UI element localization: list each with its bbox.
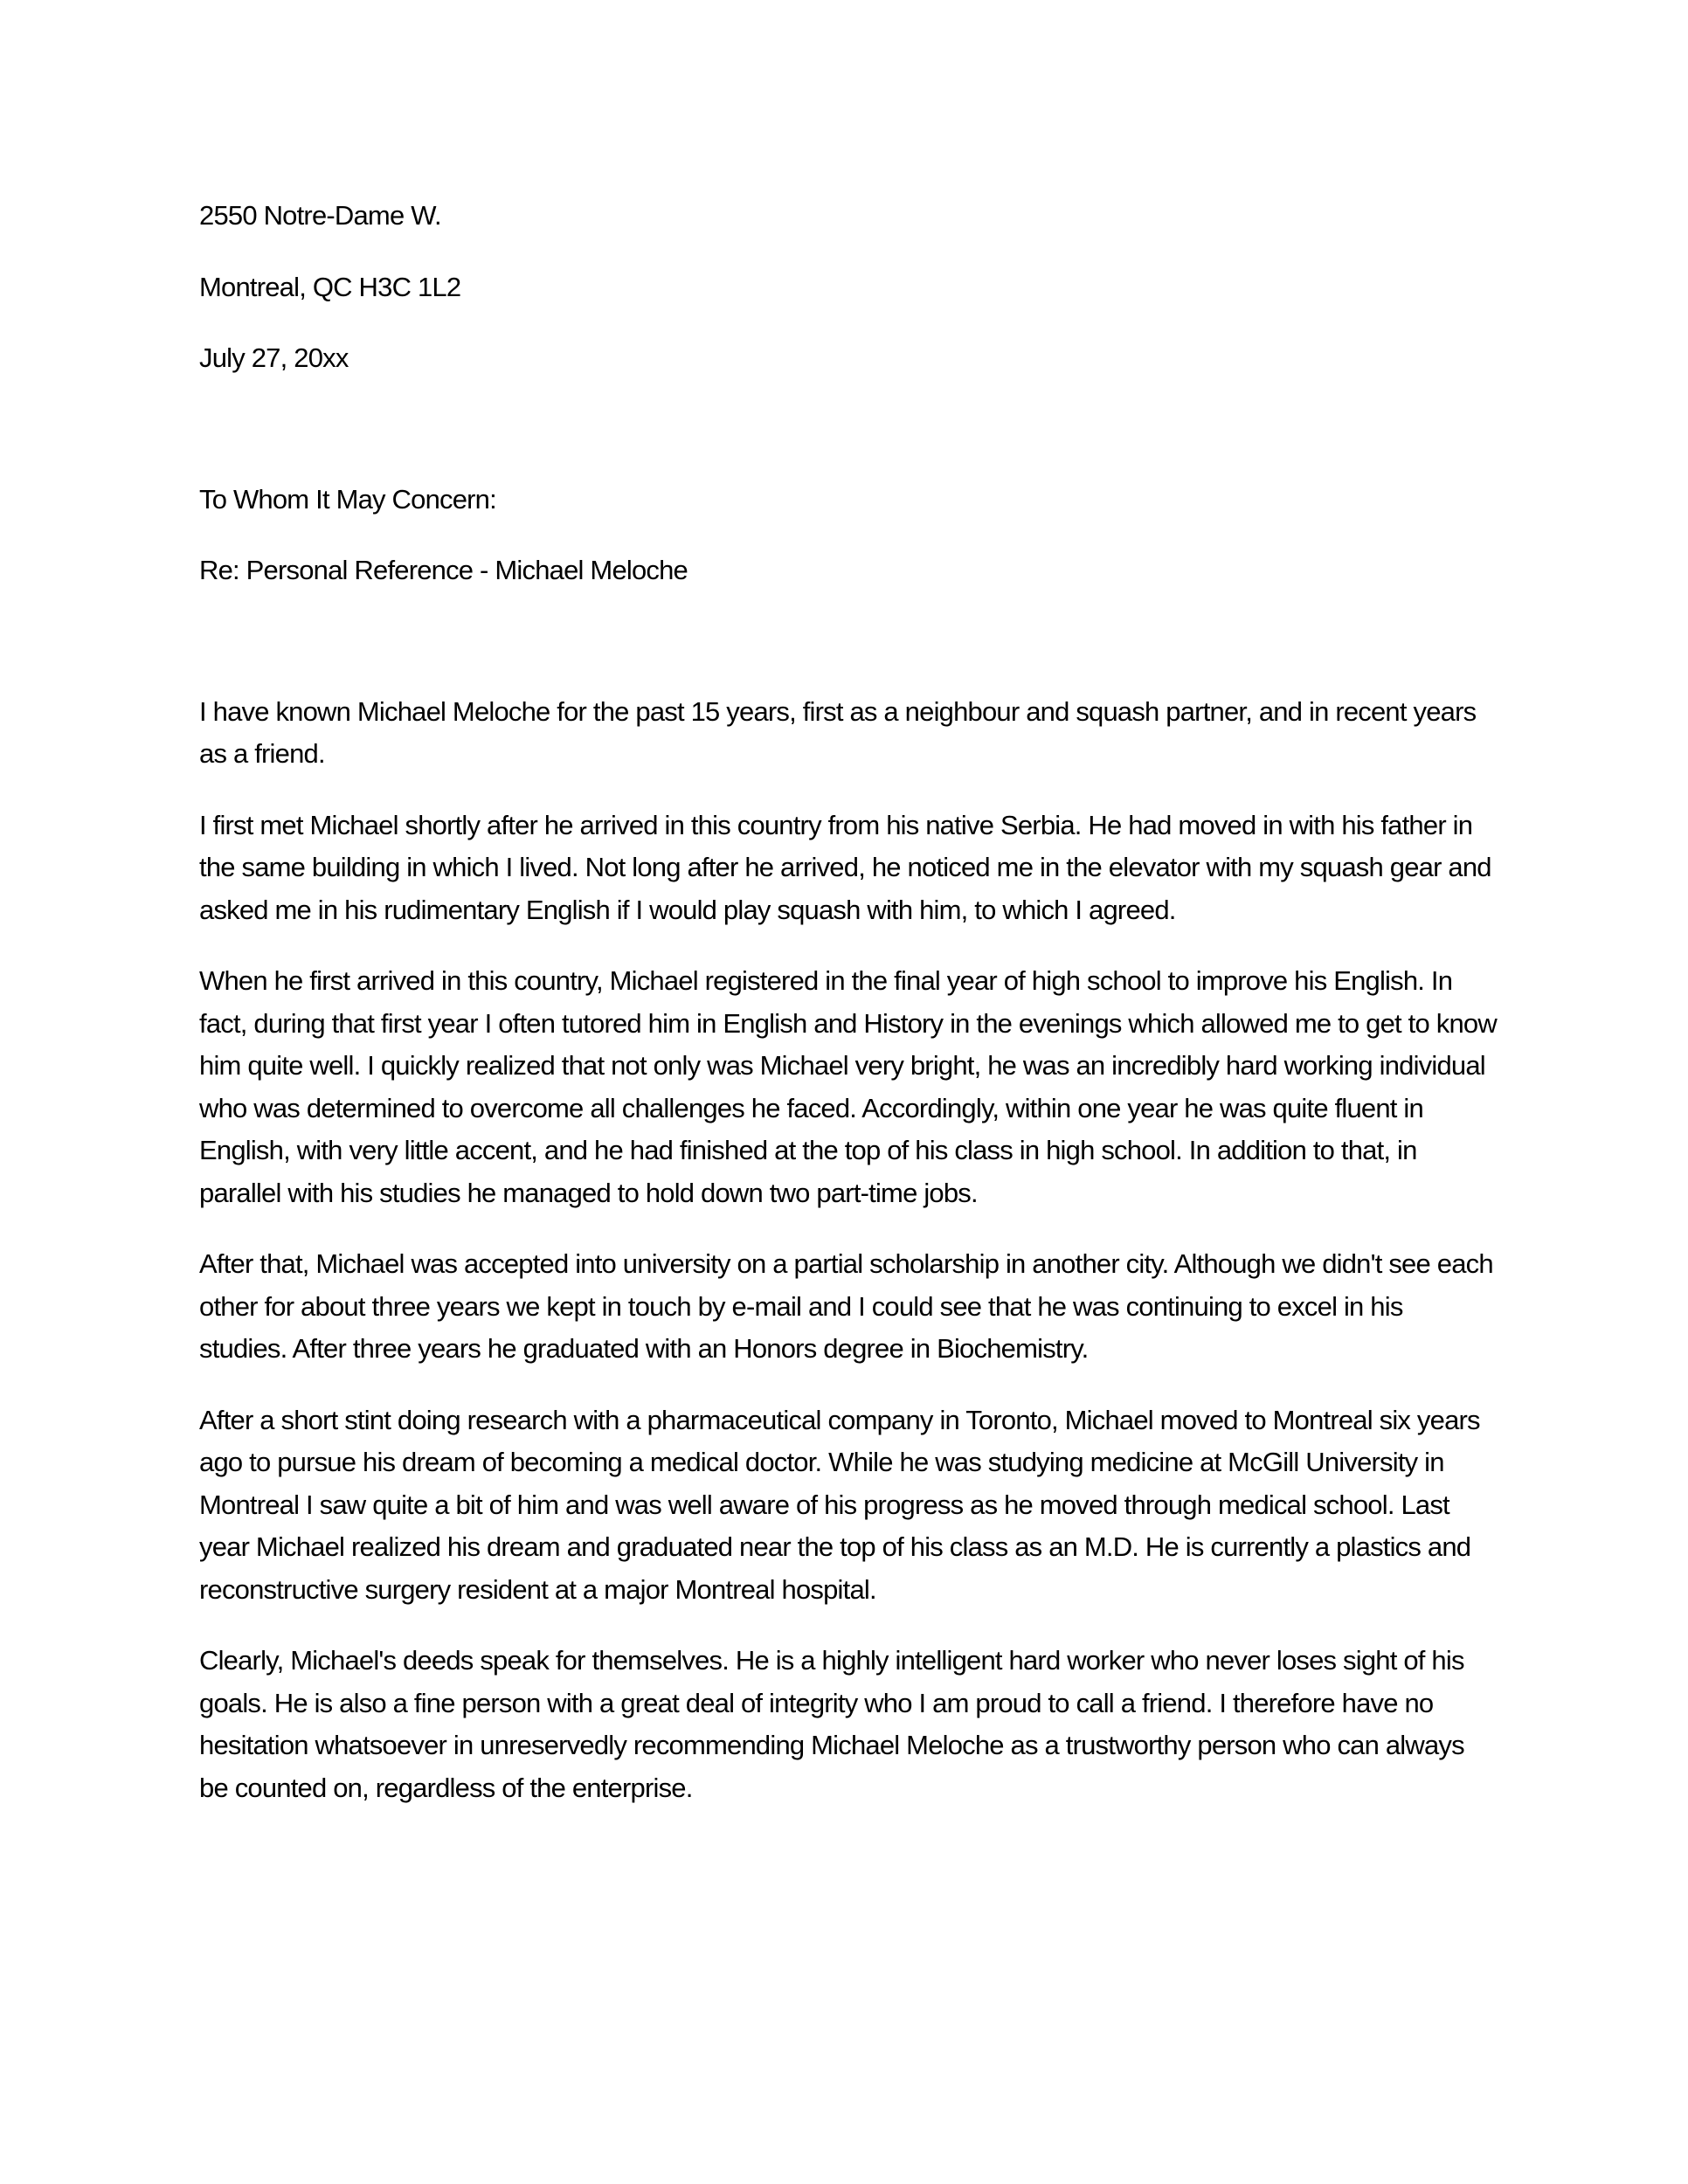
sender-address-line-1: 2550 Notre-Dame W.	[199, 200, 441, 231]
letter-content	[199, 195, 1497, 1838]
subject-line: Re: Personal Reference - Michael Meloche	[199, 555, 688, 585]
body-paragraph: Clearly, Michael's deeds speak for themselves. He is a highly intelligent hard worker who never loses sight of his goals. He is also a fine person with a great deal of integrity who I am proud to call a friend. I therefore have no hesitation whatsoever in unreservedly recommending Michael Meloche as a trustworthy person who can always be counted on, regardless of the enterprise.	[199, 1645, 1464, 1803]
body-paragraph: After that, Michael was accepted into university on a partial scholarship in another city. Although we didn't see each other for about three years we kept in touch by e-mail and I could see that he was continuing to excel in his studies. After three years he graduated with an Honors degree in Biochemistry.	[199, 1248, 1493, 1364]
sender-address-line-2: Montreal, QC H3C 1L2	[199, 271, 461, 302]
letter-date: July 27, 20xx	[199, 342, 349, 373]
salutation: To Whom It May Concern:	[199, 483, 496, 515]
body-paragraph: After a short stint doing research with a pharmaceutical company in Toronto, Michael moved to Montreal six years ago to pursue his dream of becoming a medical doctor. While he was studying medicine at McGill University in Montreal I saw quite a bit of him and was well aware of his progress as he moved through medical school. Last year Michael realized his dream and graduated near the top of his class as an M.D. He is currently a plastics and reconstructive surgery resident at a major Montreal hospital.	[199, 1404, 1480, 1605]
body-paragraph: I have known Michael Meloche for the past 15 years, first as a neighbour and squash partner, and in recent years as a friend.	[199, 695, 1477, 769]
body-paragraph: When he first arrived in this country, Michael registered in the final year of high school to improve his English. In fact, during that first year I often tutored him in English and History in the evenings which allowed me to get to know him quite well. I quickly realized that not only was Michael very bright, he was an incredibly hard working individual who was determined to overcome all challenges he faced. Accordingly, within one year he was quite fluent in English, with very little accent, and he had finished at the top of his class in high school. In addition to that, in parallel with his studies he managed to hold down two part-time jobs.	[199, 965, 1497, 1208]
body-paragraph: I first met Michael shortly after he arrived in this country from his native Serbia. He had moved in with his father in the same building in which I lived. Not long after he arrived, he noticed me in the elevator with my squash gear and asked me in his rudimentary English if I would play squash with him, to which I agreed.	[199, 809, 1491, 925]
